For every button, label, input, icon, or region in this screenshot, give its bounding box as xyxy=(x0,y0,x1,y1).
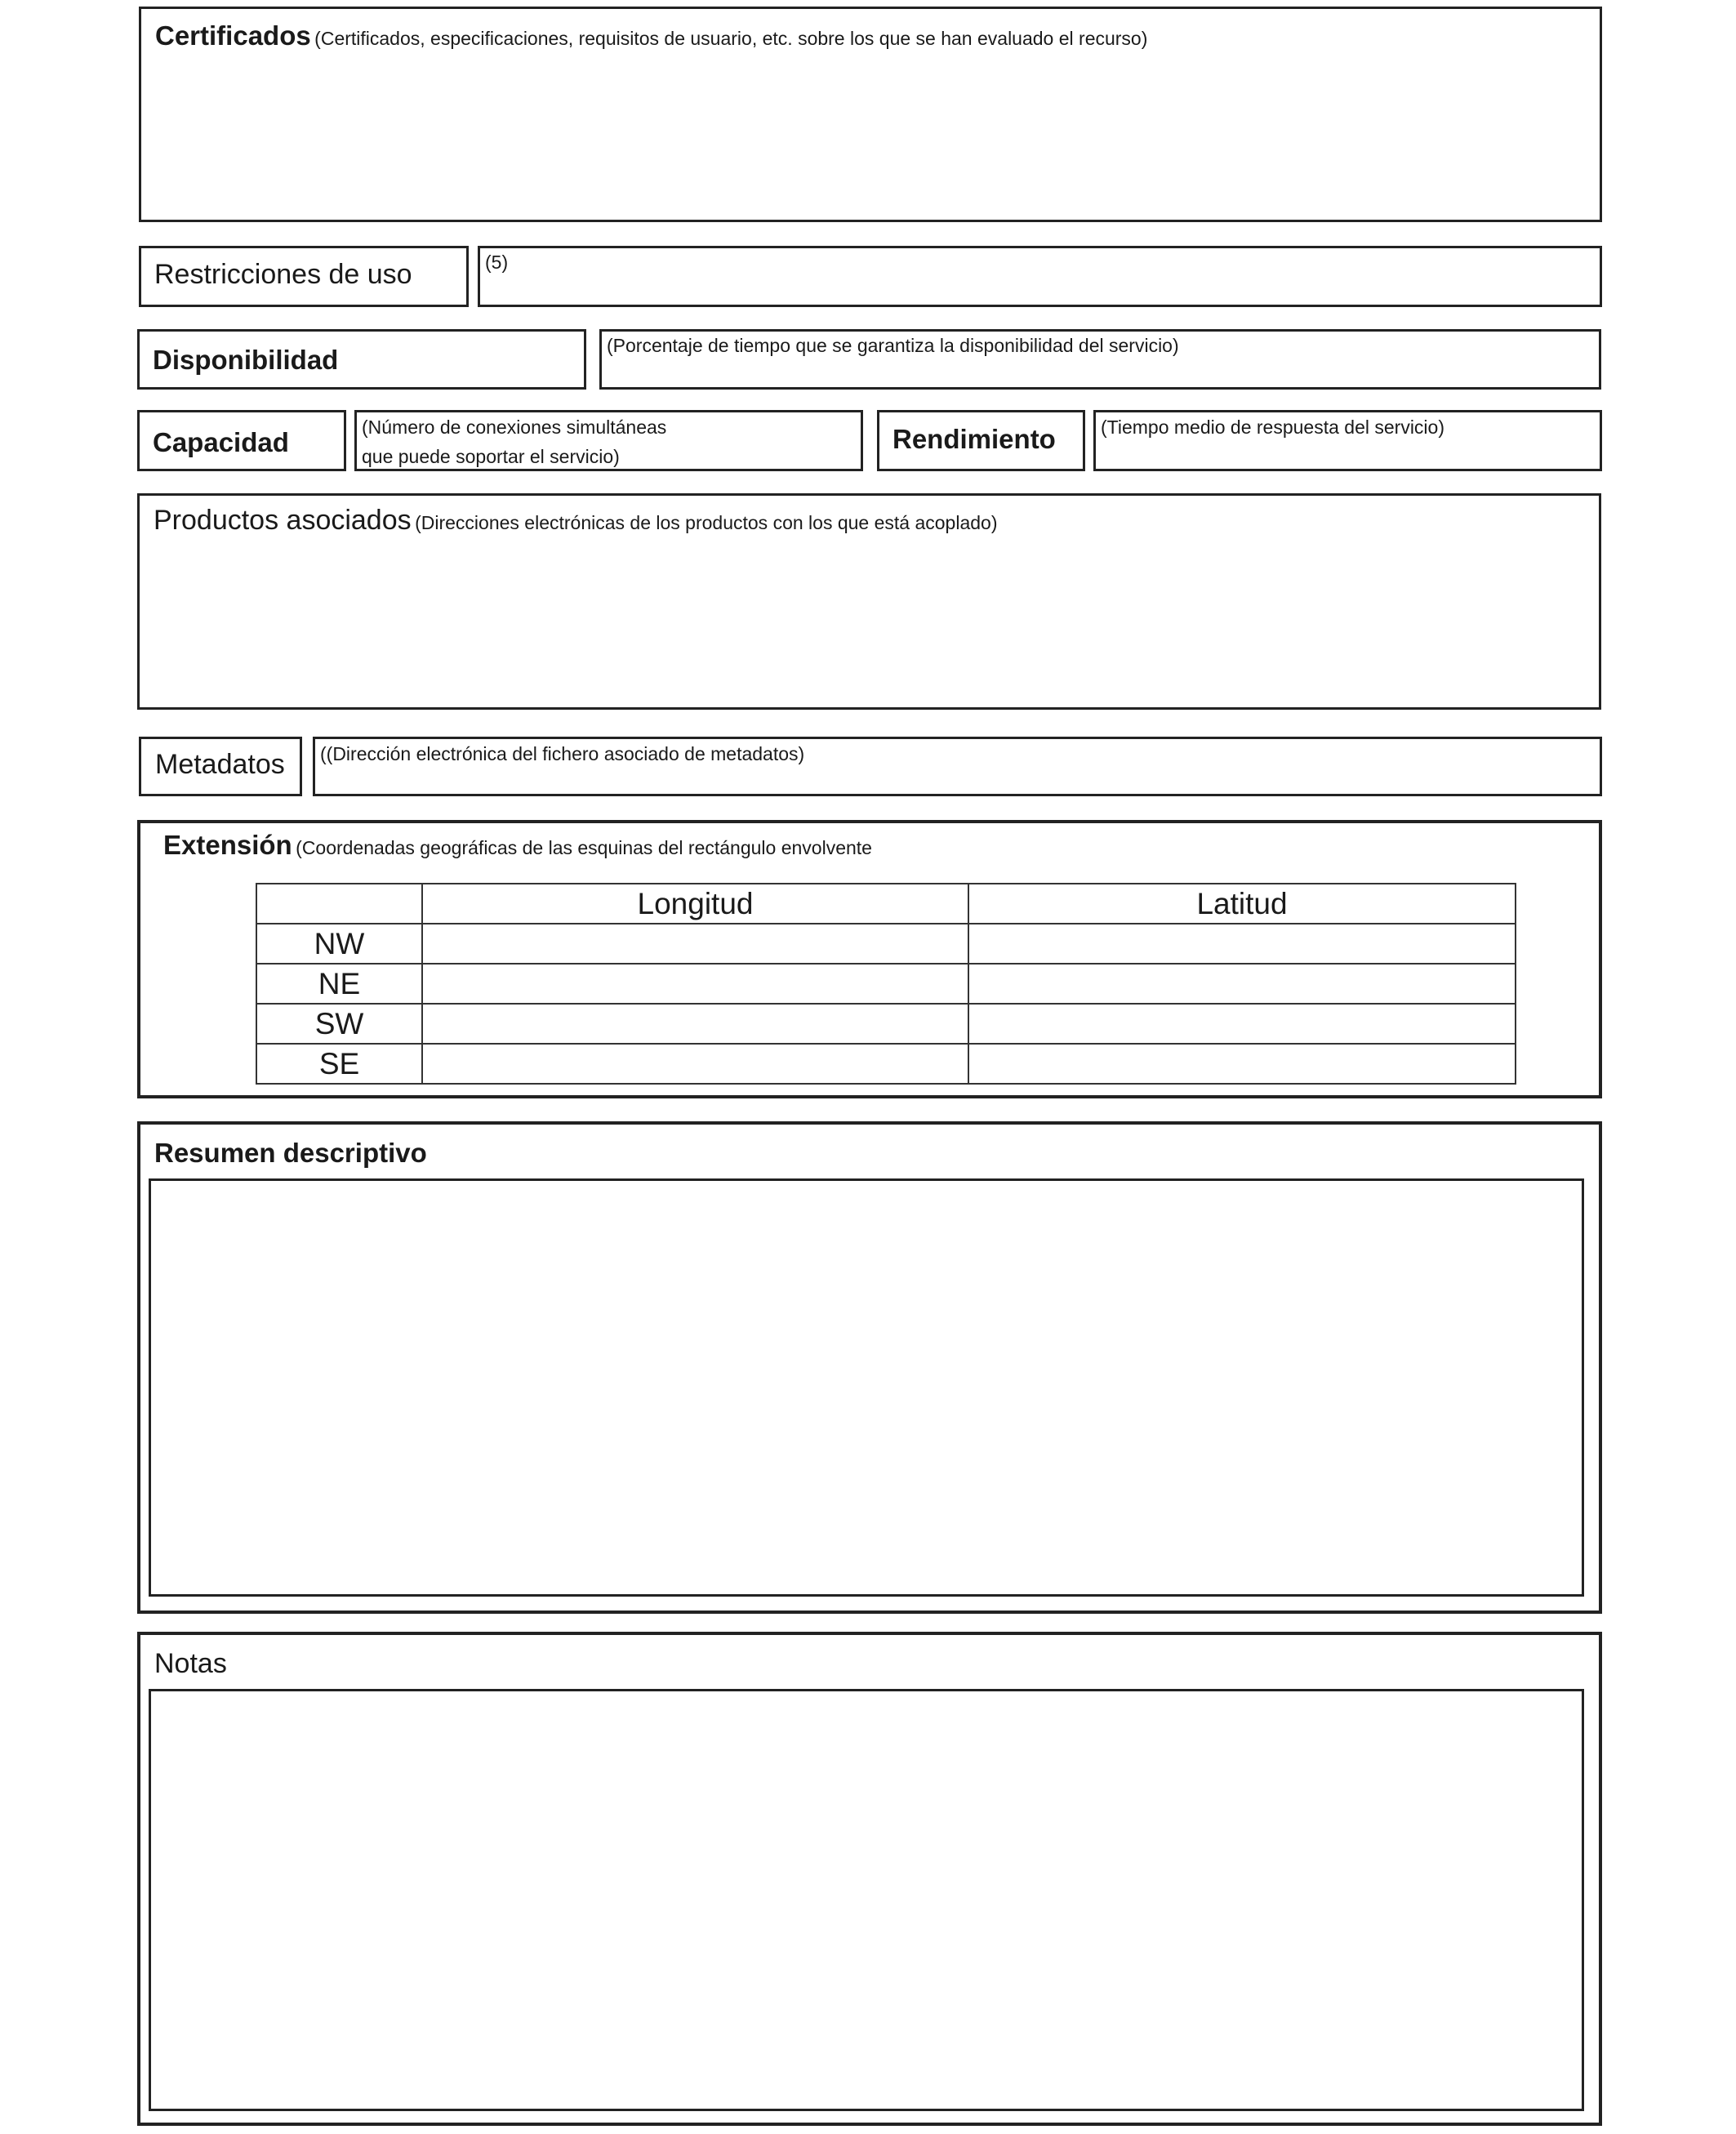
extension-header-row xyxy=(256,884,1516,924)
extension-row-sw xyxy=(256,1004,1516,1044)
metadatos-field[interactable] xyxy=(313,737,1602,796)
productos-section[interactable] xyxy=(137,493,1601,710)
longitud-cell-nw[interactable] xyxy=(422,924,968,964)
capacidad-hint-line2: que puede soportar el servicio) xyxy=(362,446,620,467)
extension-section xyxy=(137,820,1602,1098)
latitud-cell-nw[interactable] xyxy=(968,924,1516,964)
latitud-cell-sw[interactable] xyxy=(968,1004,1516,1044)
latitud-cell-se[interactable] xyxy=(968,1044,1516,1084)
productos-label: Productos asociados xyxy=(154,505,412,536)
disponibilidad-hint: (Porcentaje de tiempo que se garantiza la disponibilidad del servicio) xyxy=(607,335,1179,356)
capacidad-label-box xyxy=(137,410,346,471)
corner-label-nw: NW xyxy=(256,924,422,964)
extension-label: Extensión xyxy=(163,830,292,860)
disponibilidad-field[interactable] xyxy=(599,329,1601,390)
capacidad-label: Capacidad xyxy=(153,427,289,457)
longitud-cell-ne[interactable] xyxy=(422,964,968,1004)
certificados-section[interactable] xyxy=(139,7,1602,222)
restricciones-field[interactable] xyxy=(478,246,1602,307)
longitud-cell-sw[interactable] xyxy=(422,1004,968,1044)
resumen-section xyxy=(137,1121,1602,1614)
metadatos-label: Metadatos xyxy=(155,749,285,780)
corner-label-se: SE xyxy=(256,1044,422,1084)
extension-header-latitud: Latitud xyxy=(968,884,1516,924)
rendimiento-label-box xyxy=(877,410,1085,471)
capacidad-hint-line1: (Número de conexiones simultáneas xyxy=(362,417,667,438)
corner-label-ne: NE xyxy=(256,964,422,1004)
disponibilidad-label: Disponibilidad xyxy=(153,345,339,375)
notas-label: Notas xyxy=(154,1648,227,1679)
rendimiento-hint: (Tiempo medio de respuesta del servicio) xyxy=(1101,417,1444,438)
extension-hint: (Coordenadas geográficas de las esquinas del rectángulo envolvente xyxy=(296,837,872,858)
metadatos-label-box xyxy=(139,737,302,796)
extension-heading xyxy=(163,830,872,861)
latitud-cell-ne[interactable] xyxy=(968,964,1516,1004)
rendimiento-label: Rendimiento xyxy=(892,424,1056,454)
notas-textarea[interactable] xyxy=(149,1689,1584,2111)
notas-section xyxy=(137,1632,1602,2126)
extension-row-se xyxy=(256,1044,1516,1084)
resumen-textarea[interactable] xyxy=(149,1178,1584,1597)
extension-header-longitud: Longitud xyxy=(422,884,968,924)
corner-label-sw: SW xyxy=(256,1004,422,1044)
resumen-label: Resumen descriptivo xyxy=(154,1138,427,1168)
extension-row-nw xyxy=(256,924,1516,964)
certificados-hint: (Certificados, especificaciones, requisitos de usuario, etc. sobre los que se han evaluado el recurso) xyxy=(314,28,1148,49)
restricciones-label-box xyxy=(139,246,469,307)
longitud-cell-se[interactable] xyxy=(422,1044,968,1084)
productos-hint: (Direcciones electrónicas de los productos con los que está acoplado) xyxy=(415,512,998,533)
disponibilidad-label-box xyxy=(137,329,586,390)
rendimiento-field[interactable] xyxy=(1093,410,1602,471)
extension-row-ne xyxy=(256,964,1516,1004)
restricciones-hint: (5) xyxy=(485,252,509,273)
productos-heading xyxy=(154,505,998,537)
capacidad-field[interactable] xyxy=(354,410,863,471)
certificados-label: Certificados xyxy=(155,20,311,51)
extension-table xyxy=(256,883,1516,1085)
metadatos-hint: ((Dirección electrónica del fichero asociado de metadatos) xyxy=(320,743,805,764)
restricciones-label: Restricciones de uso xyxy=(154,259,412,290)
extension-header-corner xyxy=(256,884,422,924)
certificados-heading xyxy=(155,20,1147,51)
